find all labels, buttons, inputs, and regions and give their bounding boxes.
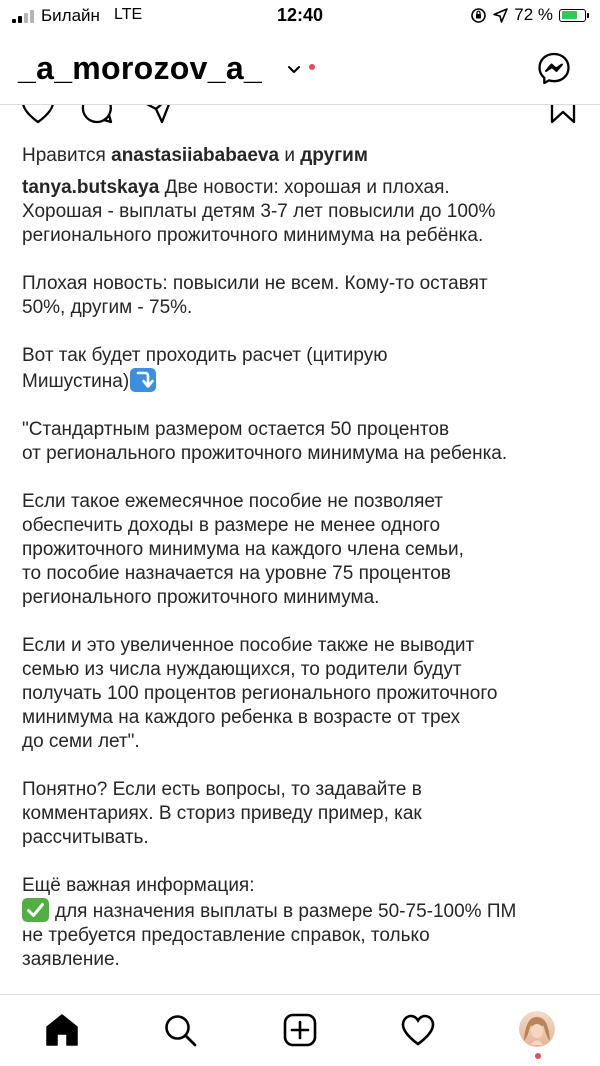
caption-paragraph	[22, 272, 582, 320]
caption-text: Хорошая - выплаты детям 3-7 лет повысили до 100%	[22, 201, 496, 222]
messenger-icon[interactable]	[536, 51, 572, 87]
caption-text: Если такое ежемесячное пособие не позволяет	[22, 491, 443, 512]
account-username[interactable]: _a_morozov_a_	[18, 50, 263, 86]
caption-text: Понятно? Если есть вопросы, то задавайте в	[22, 779, 422, 800]
caption-author-username[interactable]: tanya.butskaya	[22, 177, 160, 198]
caption-text: заявление.	[22, 949, 120, 970]
home-icon[interactable]	[44, 1012, 80, 1048]
caption-paragraph	[22, 176, 582, 248]
caption-paragraph	[22, 634, 582, 754]
carrier-name: Билайн	[41, 6, 100, 25]
caption-text: регионального прожиточного минимума на ребёнка.	[22, 225, 484, 246]
status-right-group	[470, 5, 586, 25]
likes-prefix: Нравится	[22, 145, 112, 166]
share-icon[interactable]	[142, 105, 176, 125]
caption-text: Вот так будет проходить расчет (цитирую	[22, 345, 388, 366]
caption-text: регионального прожиточного минимума.	[22, 587, 380, 608]
check-mark-emoji-icon	[22, 898, 49, 922]
activity-heart-icon[interactable]	[400, 1012, 436, 1048]
bottom-nav	[0, 995, 600, 1066]
caption-text: Две новости: хорошая и плохая.	[159, 177, 450, 198]
battery-percent: 72 %	[514, 5, 553, 24]
caption-text: рассчитывать.	[22, 827, 149, 848]
orientation-lock-icon	[470, 7, 487, 24]
caption-paragraph	[22, 344, 582, 394]
likes-middle: и	[279, 145, 301, 166]
caption-text: "Стандартным размером остается 50 процентов	[22, 419, 450, 440]
post-actions-row	[0, 105, 600, 127]
caption-text: комментариях. В сториз приведу пример, как	[22, 803, 422, 824]
caption-text: Плохая новость: повысили не всем. Кому-то оставят	[22, 273, 488, 294]
status-time: 12:40	[276, 5, 324, 25]
caption-text: не требуется предоставление справок, только	[22, 925, 430, 946]
save-bookmark-icon[interactable]	[548, 105, 578, 125]
liked-by-username[interactable]: anastasiiababaeva	[111, 145, 280, 166]
caption-text: Если и это увеличенное пособие также не выводит	[22, 635, 475, 656]
location-arrow-icon	[493, 8, 508, 23]
caption-text: 50%, другим - 75%.	[22, 297, 193, 318]
search-icon[interactable]	[162, 1012, 198, 1048]
profile-avatar[interactable]	[519, 1011, 555, 1047]
caption-paragraph	[22, 874, 582, 972]
caption-text: до семи лет".	[22, 731, 140, 752]
caption-text: от регионального прожиточного минимума на ребенка.	[22, 443, 508, 464]
post-caption	[22, 144, 582, 996]
profile-header	[0, 34, 600, 104]
liked-by-others[interactable]: другим	[300, 145, 368, 166]
caption-text: обеспечить доходы в размере не менее одного	[22, 515, 441, 536]
like-heart-icon[interactable]	[20, 105, 56, 125]
battery-level-fill	[562, 11, 578, 19]
caption-paragraph	[22, 418, 582, 466]
network-type: LTE	[114, 6, 143, 23]
caption-text: получать 100 процентов регионального прожиточного	[22, 683, 498, 704]
caption-text: то пособие назначается на уровне 75 процентов	[22, 563, 451, 584]
status-bar	[0, 0, 600, 34]
caption-text: прожиточного минимума на каждого члена семьи,	[22, 539, 464, 560]
profile-notification-dot	[535, 1053, 541, 1059]
likes-summary[interactable]	[22, 144, 582, 168]
caption-text: Мишустина)	[22, 371, 130, 392]
caption-text: Ещё важная информация:	[22, 875, 255, 896]
new-post-icon[interactable]	[282, 1012, 318, 1048]
caption-text: семью из числа нуждающихся, то родители будут	[22, 659, 462, 680]
comment-icon[interactable]	[80, 105, 114, 125]
notification-dot	[309, 64, 315, 70]
caption-text: для назначения выплаты в размере 50-75-100% ПМ	[55, 901, 517, 922]
battery-charging-icon	[559, 9, 586, 22]
arrow-down-emoji-icon	[130, 368, 156, 392]
caption-paragraph	[22, 490, 582, 610]
chevron-down-icon[interactable]	[286, 62, 302, 78]
caption-paragraph	[22, 778, 582, 850]
caption-text: минимума на каждого ребенка в возрасте от трех	[22, 707, 461, 728]
